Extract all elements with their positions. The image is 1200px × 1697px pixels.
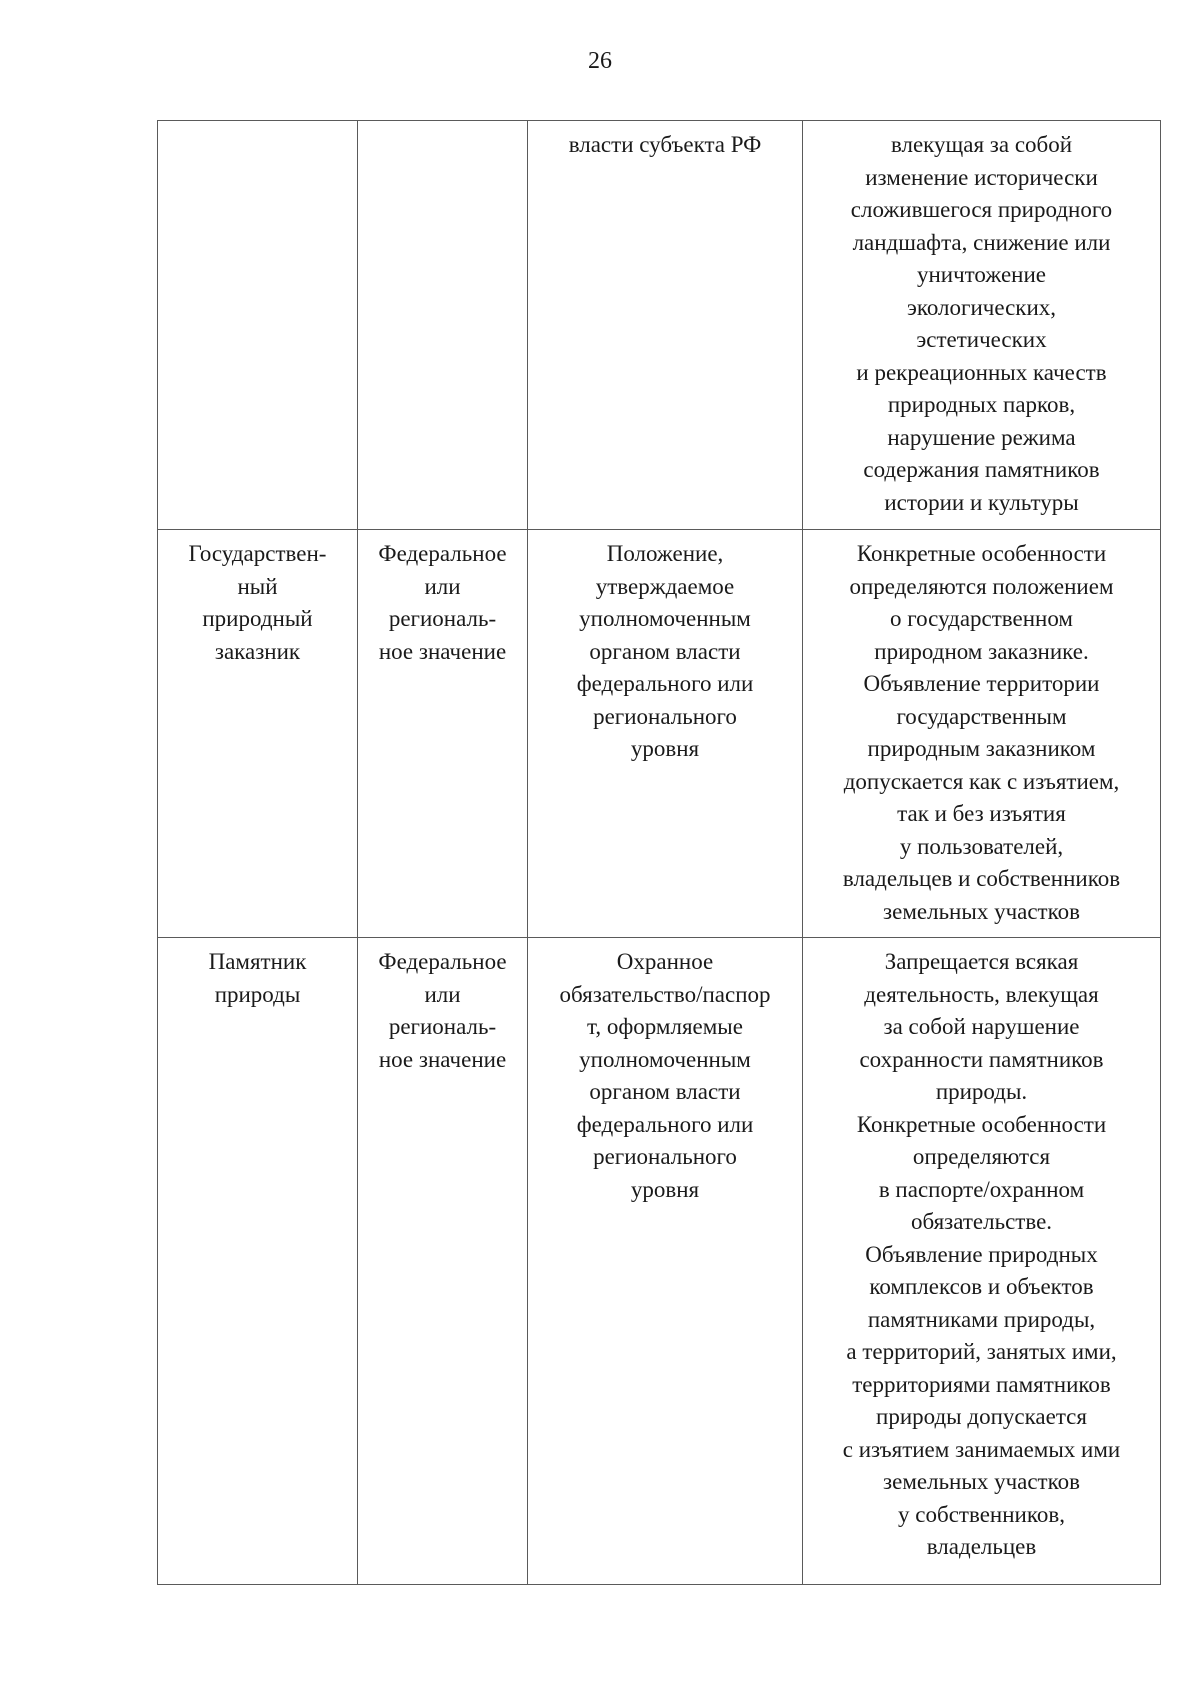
regime-cell: Запрещается всякая деятельность, влекущая за собой нарушение сохранности памятников природы. Конкретные особенности определяются в паспорте/охранном обязательстве. Объявление природных комплексов и объектов памятниками природы, а территорий, занятых ими, территориями памятников природы допускается с изъятием занимаемых ими земельных участков у собственников, владельцев bbox=[803, 938, 1161, 1585]
significance-cell bbox=[358, 121, 528, 530]
table-row bbox=[158, 530, 1161, 938]
significance-cell: Федеральное или региональ- ное значение bbox=[358, 530, 528, 938]
category-cell: Памятник природы bbox=[158, 938, 358, 1585]
document-cell: Охранное обязательство/паспор т, оформляемые уполномоченным органом власти федерального или регионального уровня bbox=[528, 938, 803, 1585]
category-cell bbox=[158, 121, 358, 530]
category-cell: Государствен- ный природный заказник bbox=[158, 530, 358, 938]
table-row bbox=[158, 938, 1161, 1585]
table-row bbox=[158, 121, 1161, 530]
page-number: 26 bbox=[588, 48, 612, 74]
document-cell: Положение, утверждаемое уполномоченным органом власти федерального или регионального уровня bbox=[528, 530, 803, 938]
regime-cell: Конкретные особенности определяются положением о государственном природном заказнике. Объявление территории государственным природным заказником допускается как с изъятием, так и без изъятия у пользователей, владельцев и собственников земельных участков bbox=[803, 530, 1161, 938]
document-cell: власти субъекта РФ bbox=[528, 121, 803, 530]
significance-cell: Федеральное или региональ- ное значение bbox=[358, 938, 528, 1585]
regime-cell: влекущая за собой изменение исторически сложившегося природного ландшафта, снижение или уничтожение экологических, эстетических и рекреационных качеств природных парков, нарушение режима содержания памятников истории и культуры bbox=[803, 121, 1161, 530]
protected-areas-table bbox=[157, 120, 1161, 1585]
